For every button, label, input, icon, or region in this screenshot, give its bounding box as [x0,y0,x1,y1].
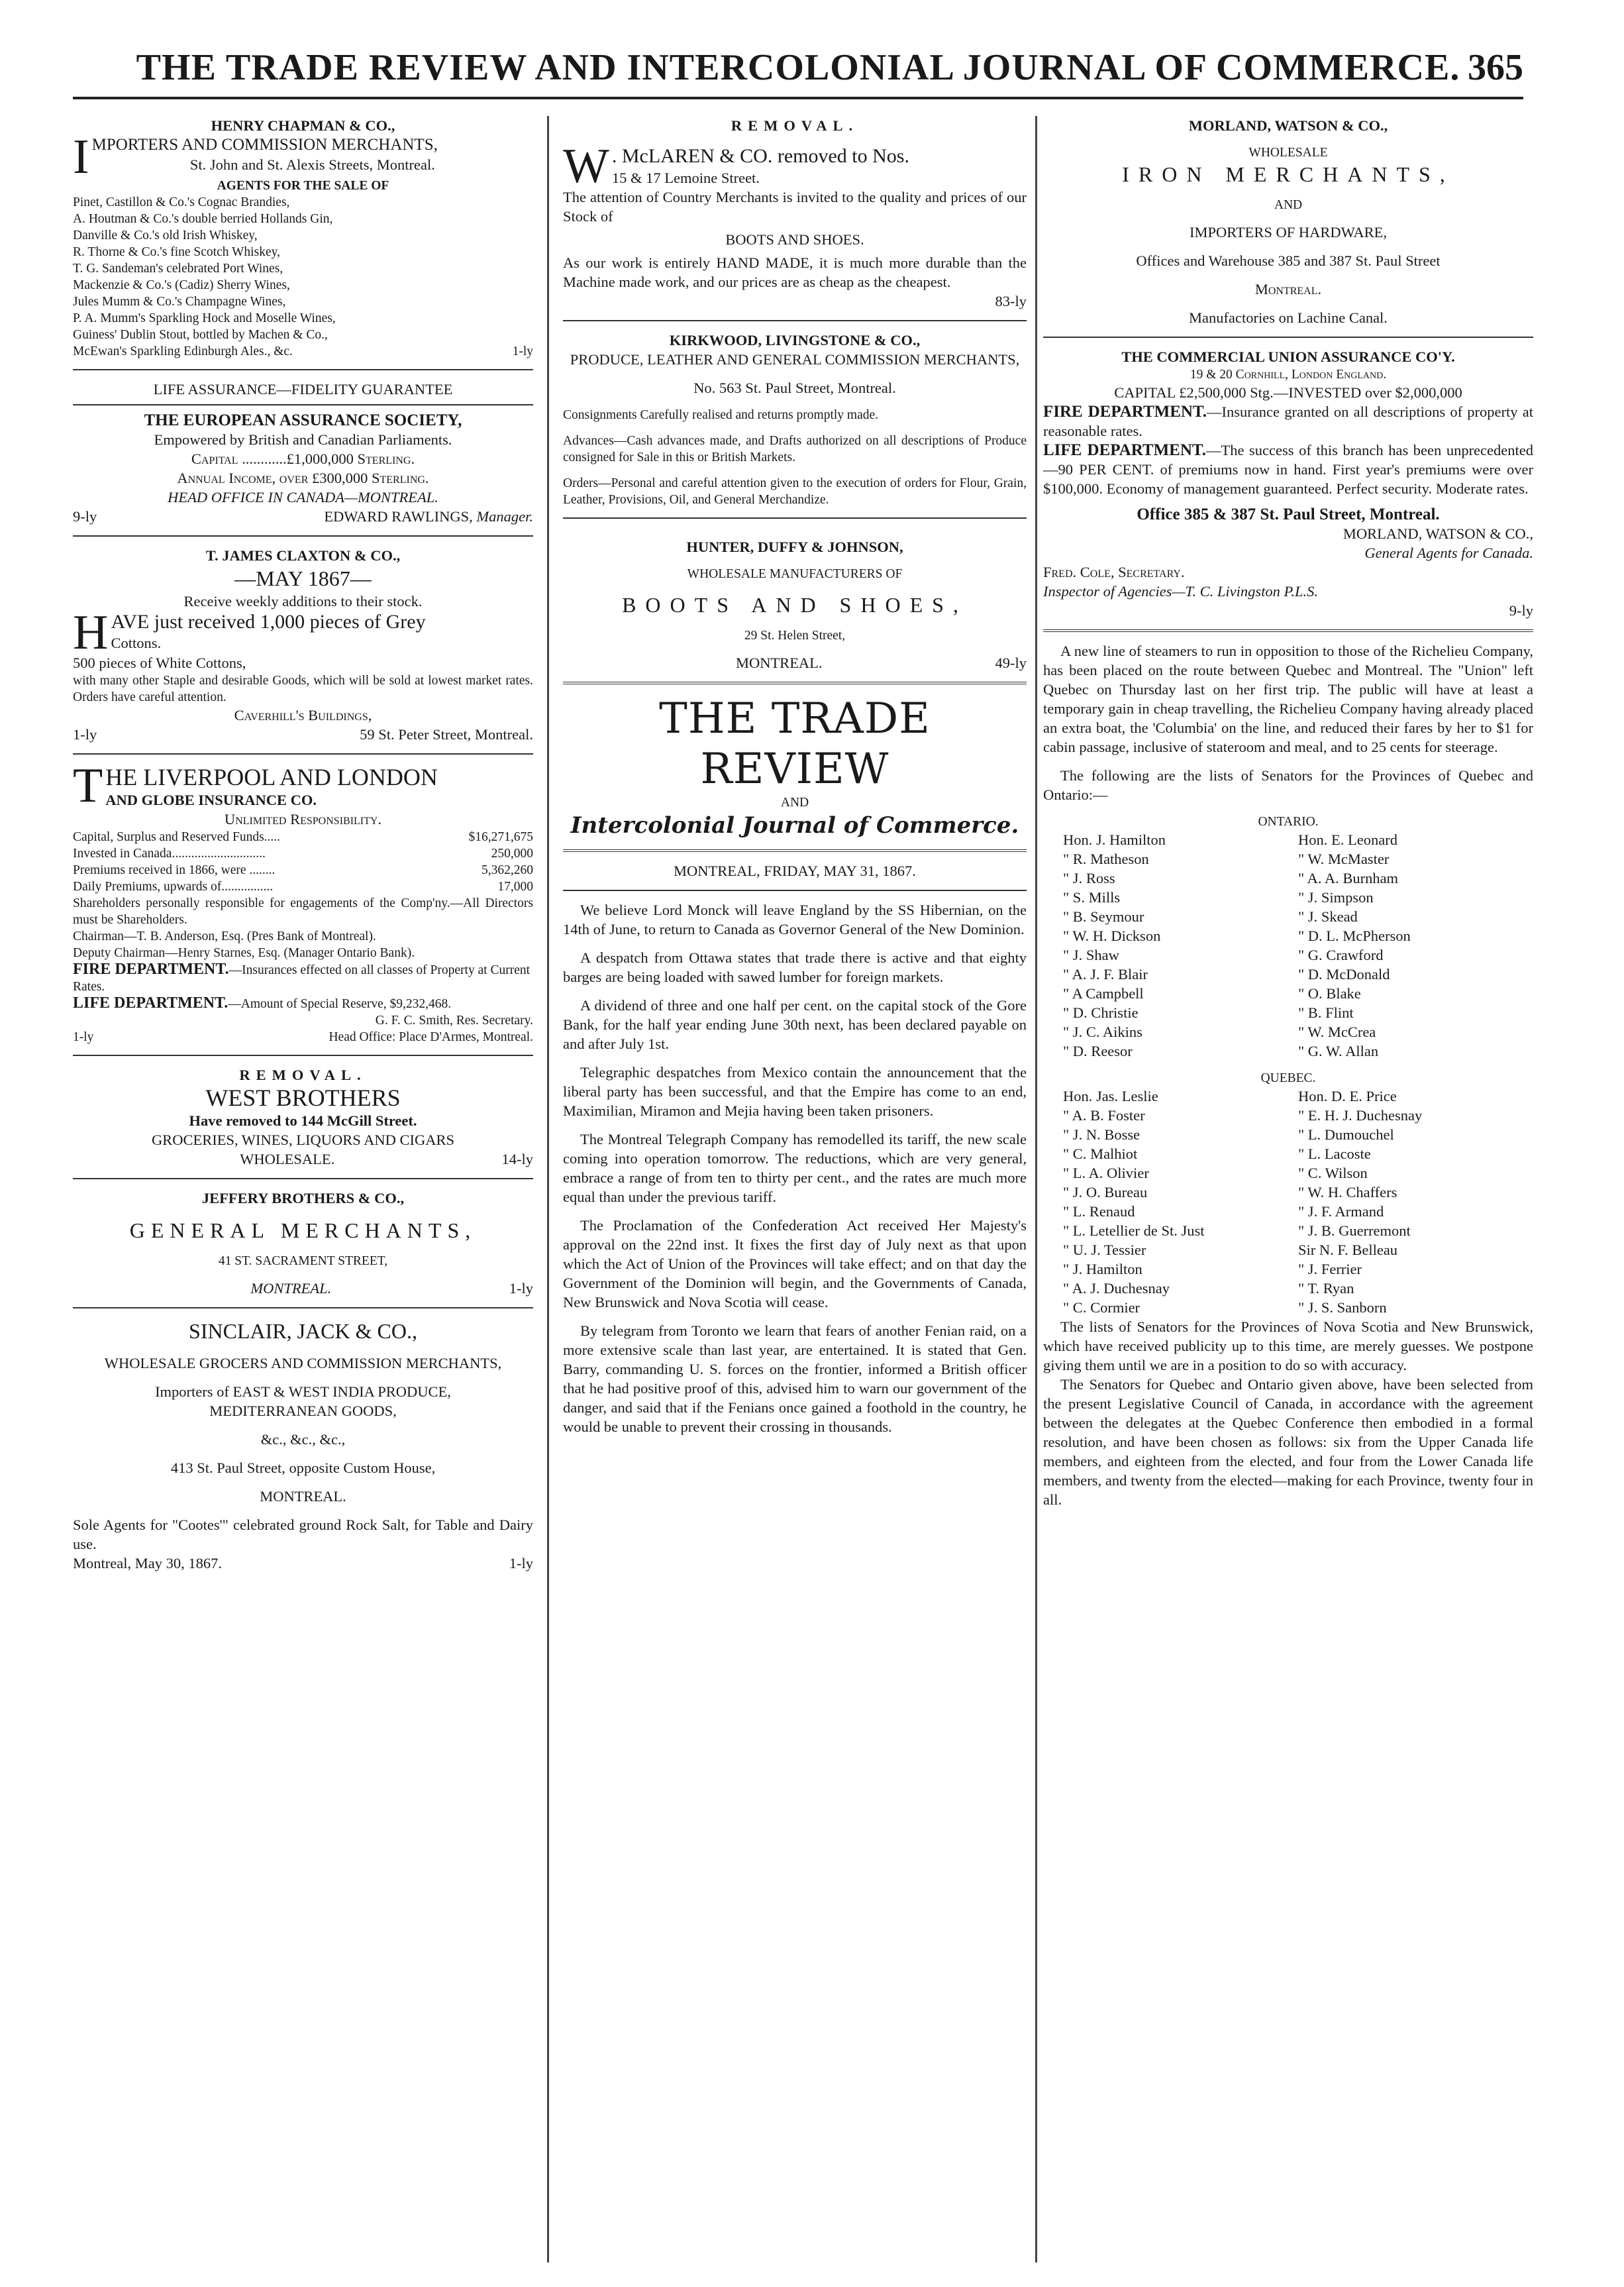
ad-line: AND GLOBE INSURANCE CO. [105,792,317,808]
ad-commercial-union [1043,347,1533,620]
senator-name: " S. Mills [1063,889,1121,906]
ad-date: —MAY 1867— [234,566,372,590]
ad-line: WHOLESALE MANUFACTURERS OF [687,567,903,581]
senator-name: " J. B. Guerremont [1298,1222,1411,1239]
paragraph-gap [563,1436,1027,1446]
ad-body: —Insurance granted on all descriptions of property at reasonable rates. [1043,403,1533,439]
drop-cap: I [73,130,89,184]
ad-kicker: REMOVAL. [731,117,859,134]
senator-name: " W. McCrea [1298,1024,1376,1040]
ad-item-list [73,194,533,343]
senator-row [1063,984,1533,1003]
figures-value: 17,000 [497,880,533,894]
ad-address: 29 St. Helen Street, [744,629,846,643]
editorial-paragraph: By telegram from Toronto we learn that fears of another Fenian raid, on a more extensive scale than last year, are entertained. It is stated that Gen. Barry, commanding U. S. forces on the frontier, informed a British officer that he had positive proof of this, advised him to warn our government of the danger, and said that if the Fenians once gained a foothold in the country, he would be unable to prevent their crossing in thousands. [563,1322,1027,1435]
ad-jeffery-brothers [73,1189,533,1298]
ad-body: Advances—Cash advances made, and Drafts authorized on all descriptions of Produce consigned for Sale in this or British Markets. [563,434,1027,464]
ad-line: MORLAND, WATSON & CO., [1343,525,1533,542]
ad-address: 413 St. Paul Street, opposite Custom House, [170,1460,436,1476]
ad-line: Fred. Cole, Secretary. [1043,564,1185,580]
senator-row [1063,1279,1533,1298]
ad-city: MONTREAL. [735,655,823,671]
ad-firm-name: THE EUROPEAN ASSURANCE SOCIETY, [144,411,462,429]
ad-code: 49-ly [995,655,1027,671]
ad-firm-name: THE COMMERCIAL UNION ASSURANCE CO'Y. [1121,348,1455,365]
column-2 [563,116,1027,2262]
senator-row [1063,1022,1533,1041]
ad-line: WHOLESALE. [240,1151,335,1167]
figures-row [73,845,533,862]
ad-line: AND [1274,198,1303,212]
drop-cap: H [73,606,109,660]
senator-row [1063,1202,1533,1221]
ad-manager: EDWARD RAWLINGS, [324,508,473,525]
ad-line: AVE just received 1,000 pieces of Grey [111,611,426,633]
senator-name: " O. Blake [1298,985,1361,1002]
commentary-paragraph: The lists of Senators for the Provinces of Nova Scotia and New Brunswick, which have received publicity up to this time, are merely guesses. We postpone giving them until we are in a position to do so with accuracy. [1043,1318,1533,1373]
paragraph-gap [563,986,1027,996]
article-steamers: A new line of steamers to run in opposition to those of the Richelieu Company, has been placed on the route between Quebec and Montreal. The "Union" left Quebec on Thursday last on her first trip. The public will have at least a temporary gain in cheap travelling, the Richelieu Company having already placed an extra boat, the 'Columbia' on the line, and reduced their fares by her to $1 for cabin passage, inclusive of stateroom and meal, and to 25 cents for steerage. [1043,643,1533,755]
ad-manager-title: Manager. [476,508,533,525]
senator-name: " C. Cormier [1063,1299,1141,1316]
senator-name: " A. J. F. Blair [1063,966,1148,983]
ad-body: —Amount of Special Reserve, $9,232,468. [228,997,452,1011]
ad-city: MONTREAL. [260,1488,346,1505]
senator-name: " J. S. Sanborn [1298,1299,1387,1316]
ad-label: LIFE DEPARTMENT. [73,994,228,1012]
ad-item: Jules Mumm & Co.'s Champagne Wines, [73,295,286,309]
ad-line: Manufactories on Lachine Canal. [1189,309,1388,326]
ad-mclaren [563,116,1027,311]
running-title: THE TRADE REVIEW AND INTERCOLONIAL JOURNAL OF COMMERCE. [136,47,1460,88]
paragraph-gap [563,1120,1027,1130]
ad-item: Danville & Co.'s old Irish Whiskey, [73,229,258,242]
ad-item: Guiness' Dublin Stout, bottled by Machen & Co., [73,328,328,342]
senator-row [1063,849,1533,869]
ad-firm-name: SINCLAIR, JACK & CO., [189,1319,417,1343]
senator-row [1063,1183,1533,1202]
header-rule [73,97,1523,99]
ad-firm-name: T. JAMES CLAXTON & CO., [205,547,401,564]
senator-row [1063,1106,1533,1125]
ad-address: 41 ST. SACRAMENT STREET, [218,1254,388,1268]
ad-address: 19 & 20 Cornhill, London England. [1190,368,1387,382]
editorial-paragraph: Telegraphic despatches from Mexico contain the announcement that the liberal party has been successful, and that the Empire has come to an end, Maximilian, Miramon and Mejia having been taken prisoners. [563,1064,1027,1119]
ad-secretary: G. F. C. Smith, Res. Secretary. [375,1014,533,1028]
ad-code: 1-ly [73,1030,94,1044]
ad-line: Importers of EAST & WEST INDIA PRODUCE, [155,1383,451,1400]
paragraph-gap [563,939,1027,948]
senator-name: " R. Matheson [1063,851,1149,867]
masthead [563,694,1027,840]
drop-cap: W [563,139,609,193]
ad-line: 15 & 17 Lemoine Street. [611,170,760,186]
ad-label: LIFE DEPARTMENT. [1043,441,1206,459]
ad-headline: IRON MERCHANTS, [1122,162,1454,186]
commentary-paragraph: The Senators for Quebec and Ontario given above, have been selected from the present Legislative Council of Canada, in accordance with the agreement between the delegates at the Quebec Conference then embodied in a formal resolution, and have been chosen as follows: six from the Upper Canada life members, and eighteen from the elected, and four from the Lower Canada life members, and twenty from the elected—making for each Province, twenty four in all. [1043,1376,1533,1508]
ad-line: MPORTERS AND COMMISSION MERCHANTS, [91,136,438,154]
ad-west-brothers [73,1065,533,1169]
ad-headline: GENERAL MERCHANTS, [129,1218,477,1242]
paragraph-gap [563,1312,1027,1321]
figures-value: $16,271,675 [468,830,533,844]
figures-label: Premiums received in 1866, were ........ [73,863,276,877]
page-header [73,41,1523,94]
ad-firm-name: KIRKWOOD, LIVINGSTONE & CO., [669,332,921,348]
ad-date: Montreal, May 30, 1867. [73,1555,222,1571]
ad-line: Caverhill's Buildings, [234,707,372,723]
senator-name: " D. McDonald [1298,966,1390,983]
ad-kicker: LIFE ASSURANCE—FIDELITY GUARANTEE [153,381,453,398]
ad-line: Cottons. [111,635,162,651]
senator-row [1063,1221,1533,1240]
column-rule-1 [547,116,549,2262]
ad-firm-name: . McLAREN & CO. removed to Nos. [611,145,909,167]
ad-body: Sole Agents for "Cootes'" celebrated ground Rock Salt, for Table and Dairy use. [73,1516,533,1552]
senator-name: " L. Lacoste [1298,1145,1371,1162]
senator-row [1063,830,1533,849]
senator-name: Hon. Jas. Leslie [1063,1088,1158,1104]
ad-line: General Agents for Canada. [1364,545,1533,561]
senator-name: " D. L. McPherson [1298,928,1411,944]
ad-firm-name: JEFFERY BROTHERS & CO., [201,1190,405,1206]
ad-headline: BOOTS AND SHOES, [622,593,968,617]
page-number: 365 [1468,47,1523,88]
ad-code: 1-ly [509,1280,533,1297]
senator-name: " W. H. Dickson [1063,928,1161,944]
ad-firm-name: HE LIVERPOOL AND LONDON [105,764,438,790]
ad-body: Chairman—T. B. Anderson, Esq. (Pres Bank of Montreal). [73,930,376,943]
ad-address: Offices and Warehouse 385 and 387 St. Paul Street [1136,252,1441,269]
senator-name: " C. Wilson [1298,1165,1368,1181]
senator-name: Hon. J. Hamilton [1063,831,1166,848]
senator-name: Hon. D. E. Price [1298,1088,1397,1104]
ad-firm-name: MORLAND, WATSON & CO., [1188,117,1388,134]
ad-line: PRODUCE, LEATHER AND GENERAL COMMISSION MERCHANTS, [570,351,1020,368]
ad-line: Annual Income, over £300,000 Sterling. [177,470,429,486]
paragraph-gap [563,1053,1027,1063]
senator-row [1063,1003,1533,1022]
senator-name: " U. J. Tessier [1063,1242,1146,1258]
ad-city: MONTREAL. [250,1280,332,1297]
senator-name: " E. H. J. Duchesnay [1298,1107,1423,1124]
senator-row [1063,1259,1533,1279]
ad-claxton [73,546,533,744]
senator-name: " L. Dumouchel [1298,1126,1394,1143]
senator-row [1063,1087,1533,1106]
senator-name: " B. Flint [1298,1004,1354,1021]
senator-name: " A Campbell [1063,985,1144,1002]
ad-kirkwood [563,331,1027,508]
column-3 [1043,116,1533,2262]
dateline: MONTREAL, FRIDAY, MAY 31, 1867. [674,863,916,879]
senator-row [1063,888,1533,907]
senator-name: " D. Reesor [1063,1043,1133,1059]
senator-name: Hon. E. Leonard [1298,831,1397,848]
ad-line: &c., &c., &c., [260,1431,346,1448]
figures-label: Capital, Surplus and Reserved Funds..... [73,830,281,844]
ad-figures-table [73,829,533,895]
masthead-subtitle: Intercolonial Journal of Commerce. [570,812,1019,839]
ad-firm-name: WEST BROTHERS [205,1085,401,1111]
senator-row [1063,869,1533,888]
ad-line: CAPITAL £2,500,000 Stg.—INVESTED over $2,000,000 [1114,384,1462,401]
ad-body: —The success of this branch has been unprecedented—90 PER CENT. of premiums now in hand. First year's premiums were over $100,000. Economy of management guaranteed. Perfect security. Moderate rates. [1043,442,1533,497]
senator-row [1063,945,1533,965]
ad-line: HEAD OFFICE IN CANADA—MONTREAL. [168,489,438,505]
figures-row [73,829,533,845]
senator-list-ontario [1043,830,1533,1061]
senators-intro: The following are the lists of Senators for the Provinces of Quebec and Ontario:— [1043,767,1533,803]
senator-name: " G. W. Allan [1298,1043,1379,1059]
senator-row [1063,1144,1533,1163]
senator-name: " J. N. Bosse [1063,1126,1141,1143]
ad-body: with many other Staple and desirable Goods, which will be sold at lowest market rates. Orders have careful attention. [73,674,533,704]
ad-line: Empowered by British and Canadian Parliaments. [154,431,452,448]
ad-body: —Insurances effected on all classes of Property at Current Rates. [73,963,531,994]
ad-body: As our work is entirely HAND MADE, it is much more durable than the Machine made work, and our prices are as cheap as the cheapest. [563,254,1027,290]
ad-item: R. Thorne & Co.'s fine Scotch Whiskey, [73,245,280,259]
senator-name: " L. Letellier de St. Just [1063,1222,1205,1239]
senator-row [1063,1298,1533,1317]
list-heading-ontario: ONTARIO. [1258,815,1319,829]
ad-code: 14-ly [501,1151,533,1167]
senator-name: " J. Ross [1063,870,1115,886]
ad-line: GROCERIES, WINES, LIQUORS AND CIGARS [151,1132,455,1148]
column-rule-2 [1035,116,1037,2262]
ad-body: Shareholders personally responsible for engagements of the Comp'ny.—All Directors must be Shareholders. [73,896,533,927]
editorial-paragraph: The Proclamation of the Confederation Act received Her Majesty's approval on the 22nd inst. It fixes the first day of July next as that upon which the Act of Union of the Provinces will take effect; and on that day the Government of the Dominion will begin, and the Governments of Canada, New Brunswick and Nova Scotia will cease. [563,1217,1027,1310]
figures-value: 250,000 [491,847,533,861]
senator-name: " L. A. Olivier [1063,1165,1149,1181]
senator-row [1063,1240,1533,1259]
ad-line: St. John and St. Alexis Streets, Montreal. [189,156,435,173]
senator-row [1063,926,1533,945]
list-heading-quebec: QUEBEC. [1260,1071,1316,1085]
senator-row [1063,1163,1533,1183]
senator-name: " T. Ryan [1298,1280,1354,1297]
figures-label: Daily Premiums, upwards of................ [73,880,274,894]
ad-label: FIRE DEPARTMENT. [1043,403,1207,421]
ad-line: IMPORTERS OF HARDWARE, [1189,224,1388,240]
ad-address: 59 St. Peter Street, Montreal. [360,726,533,743]
drop-cap: T [73,759,103,813]
editorial-paragraph: A dividend of three and one half per cent. on the capital stock of the Gore Bank, for the half year ending June 30th next, has been declared payable on and after July 1st. [563,997,1027,1052]
ad-liverpool-london [73,759,533,1045]
senator-name: " J. F. Armand [1298,1203,1384,1220]
figures-label: Invested in Canada............................. [73,847,266,861]
senator-name: " J. Ferrier [1298,1261,1362,1277]
ad-line: Unlimited Responsibility. [224,811,382,827]
ad-body: Orders—Personal and careful attention given to the execution of orders for Flour, Grain, Leather, Provisions, Oil, and General Merchandize. [563,476,1027,507]
ad-body: The attention of Country Merchants is invited to the quality and prices of our Stock of [563,189,1027,225]
ad-morland-watson [1043,116,1533,327]
ad-item: T. G. Sandeman's celebrated Port Wines, [73,262,283,276]
ad-line: Have removed to 144 McGill Street. [189,1112,417,1129]
senator-name: " W. H. Chaffers [1298,1184,1397,1200]
ad-body: Consignments Carefully realised and returns promptly made. [563,408,879,422]
ad-line: BOOTS AND SHOES. [725,231,864,248]
ad-item: P. A. Mumm's Sparkling Hock and Moselle Wines, [73,311,336,325]
column-1 [73,116,533,2262]
ad-item: A. Houtman & Co.'s double berried Hollands Gin, [73,212,333,226]
ad-sinclair-jack [73,1318,533,1573]
ad-code: 9-ly [1509,602,1533,619]
senator-name: " G. Crawford [1298,947,1384,963]
senator-name: " J. Hamilton [1063,1261,1142,1277]
senator-name: " A. J. Duchesnay [1063,1280,1170,1297]
senator-name: " J. Skead [1298,908,1358,925]
senator-name: " J. O. Bureau [1063,1184,1148,1200]
ad-agents-label: AGENTS FOR THE SALE OF [217,179,389,193]
senator-row [1063,965,1533,984]
senator-row [1063,907,1533,926]
senator-name: " J. Shaw [1063,947,1119,963]
ad-label: FIRE DEPARTMENT. [73,961,229,978]
senator-name: " J. C. Aikins [1063,1024,1142,1040]
ad-code: 83-ly [995,293,1027,309]
ad-code: 1-ly [73,726,97,743]
ad-address: No. 563 St. Paul Street, Montreal. [693,380,896,396]
senator-name: " B. Seymour [1063,908,1144,925]
editorial-paragraphs [563,900,1027,1446]
ad-code: 9-ly [73,508,97,525]
ad-line: Capital ............£1,000,000 Sterling. [191,451,415,467]
paragraph-gap [563,1206,1027,1216]
ad-line: McEwan's Sparkling Edinburgh Ales., &c. [73,345,293,358]
ad-kicker: REMOVAL. [239,1067,367,1083]
senator-row [1063,1041,1533,1061]
masthead-title: THE TRADE REVIEW [659,694,931,794]
senator-name: " L. Renaud [1063,1203,1135,1220]
ad-line: 500 pieces of White Cottons, [73,655,246,671]
ad-city: Montreal. [1254,281,1322,297]
ad-line: Inspector of Agencies—T. C. Livingston P.L.S. [1043,583,1319,600]
senators-commentary [1043,1317,1533,1509]
ad-item: Pinet, Castillon & Co.'s Cognac Brandies, [73,195,290,209]
editorial-paragraph: A despatch from Ottawa states that trade there is active and that eighty barges are being loaded with sawed lumber for foreign markets. [563,949,1027,985]
senator-name: " A. B. Foster [1063,1107,1145,1124]
ad-body: Deputy Chairman—Henry Starnes, Esq. (Manager Ontario Bank). [73,946,415,960]
ad-firm-name: HENRY CHAPMAN & CO., [211,117,395,134]
ad-code: 1-ly [512,345,533,358]
ad-line: MEDITERRANEAN GOODS, [209,1403,397,1419]
ad-code: 1-ly [509,1555,533,1571]
ad-item: Mackenzie & Co.'s (Cadiz) Sherry Wines, [73,278,290,292]
senator-name: " A. A. Burnham [1298,870,1399,886]
senator-name: " C. Malhiot [1063,1145,1138,1162]
editorial-paragraph: We believe Lord Monck will leave England by the SS Hibernian, on the 14th of June, to return to Canada as Governor General of the New Dominion. [563,902,1027,937]
ad-line: WHOLESALE GROCERS AND COMMISSION MERCHANTS, [104,1355,502,1371]
senator-row [1063,1125,1533,1144]
ad-address: Head Office: Place D'Armes, Montreal. [329,1030,533,1044]
senator-name: Sir N. F. Belleau [1298,1242,1398,1258]
senator-name: " W. McMaster [1298,851,1390,867]
figures-row [73,878,533,895]
ad-line: Receive weekly additions to their stock. [183,593,423,610]
ad-henry-chapman [73,116,533,360]
ad-european-assurance [73,380,533,526]
figures-value: 5,362,260 [482,863,533,877]
senator-list-quebec [1043,1087,1533,1317]
ad-firm-name: HUNTER, DUFFY & JOHNSON, [686,539,903,555]
senator-name: " D. Christie [1063,1004,1139,1021]
masthead-and: AND [780,796,809,810]
ad-hunter-duffy [563,528,1027,672]
senator-name: " J. Simpson [1298,889,1374,906]
figures-row [73,862,533,878]
ad-line: WHOLESALE [1248,146,1328,160]
ad-address: Office 385 & 387 St. Paul Street, Montreal. [1137,505,1440,523]
editorial-paragraph: The Montreal Telegraph Company has remodelled its tariff, the new scale coming into operation tomorrow. The reductions, which are very general, embrace a range of from ten to thirty per cent., and the rates are much more equal than under the previous tariff. [563,1131,1027,1205]
